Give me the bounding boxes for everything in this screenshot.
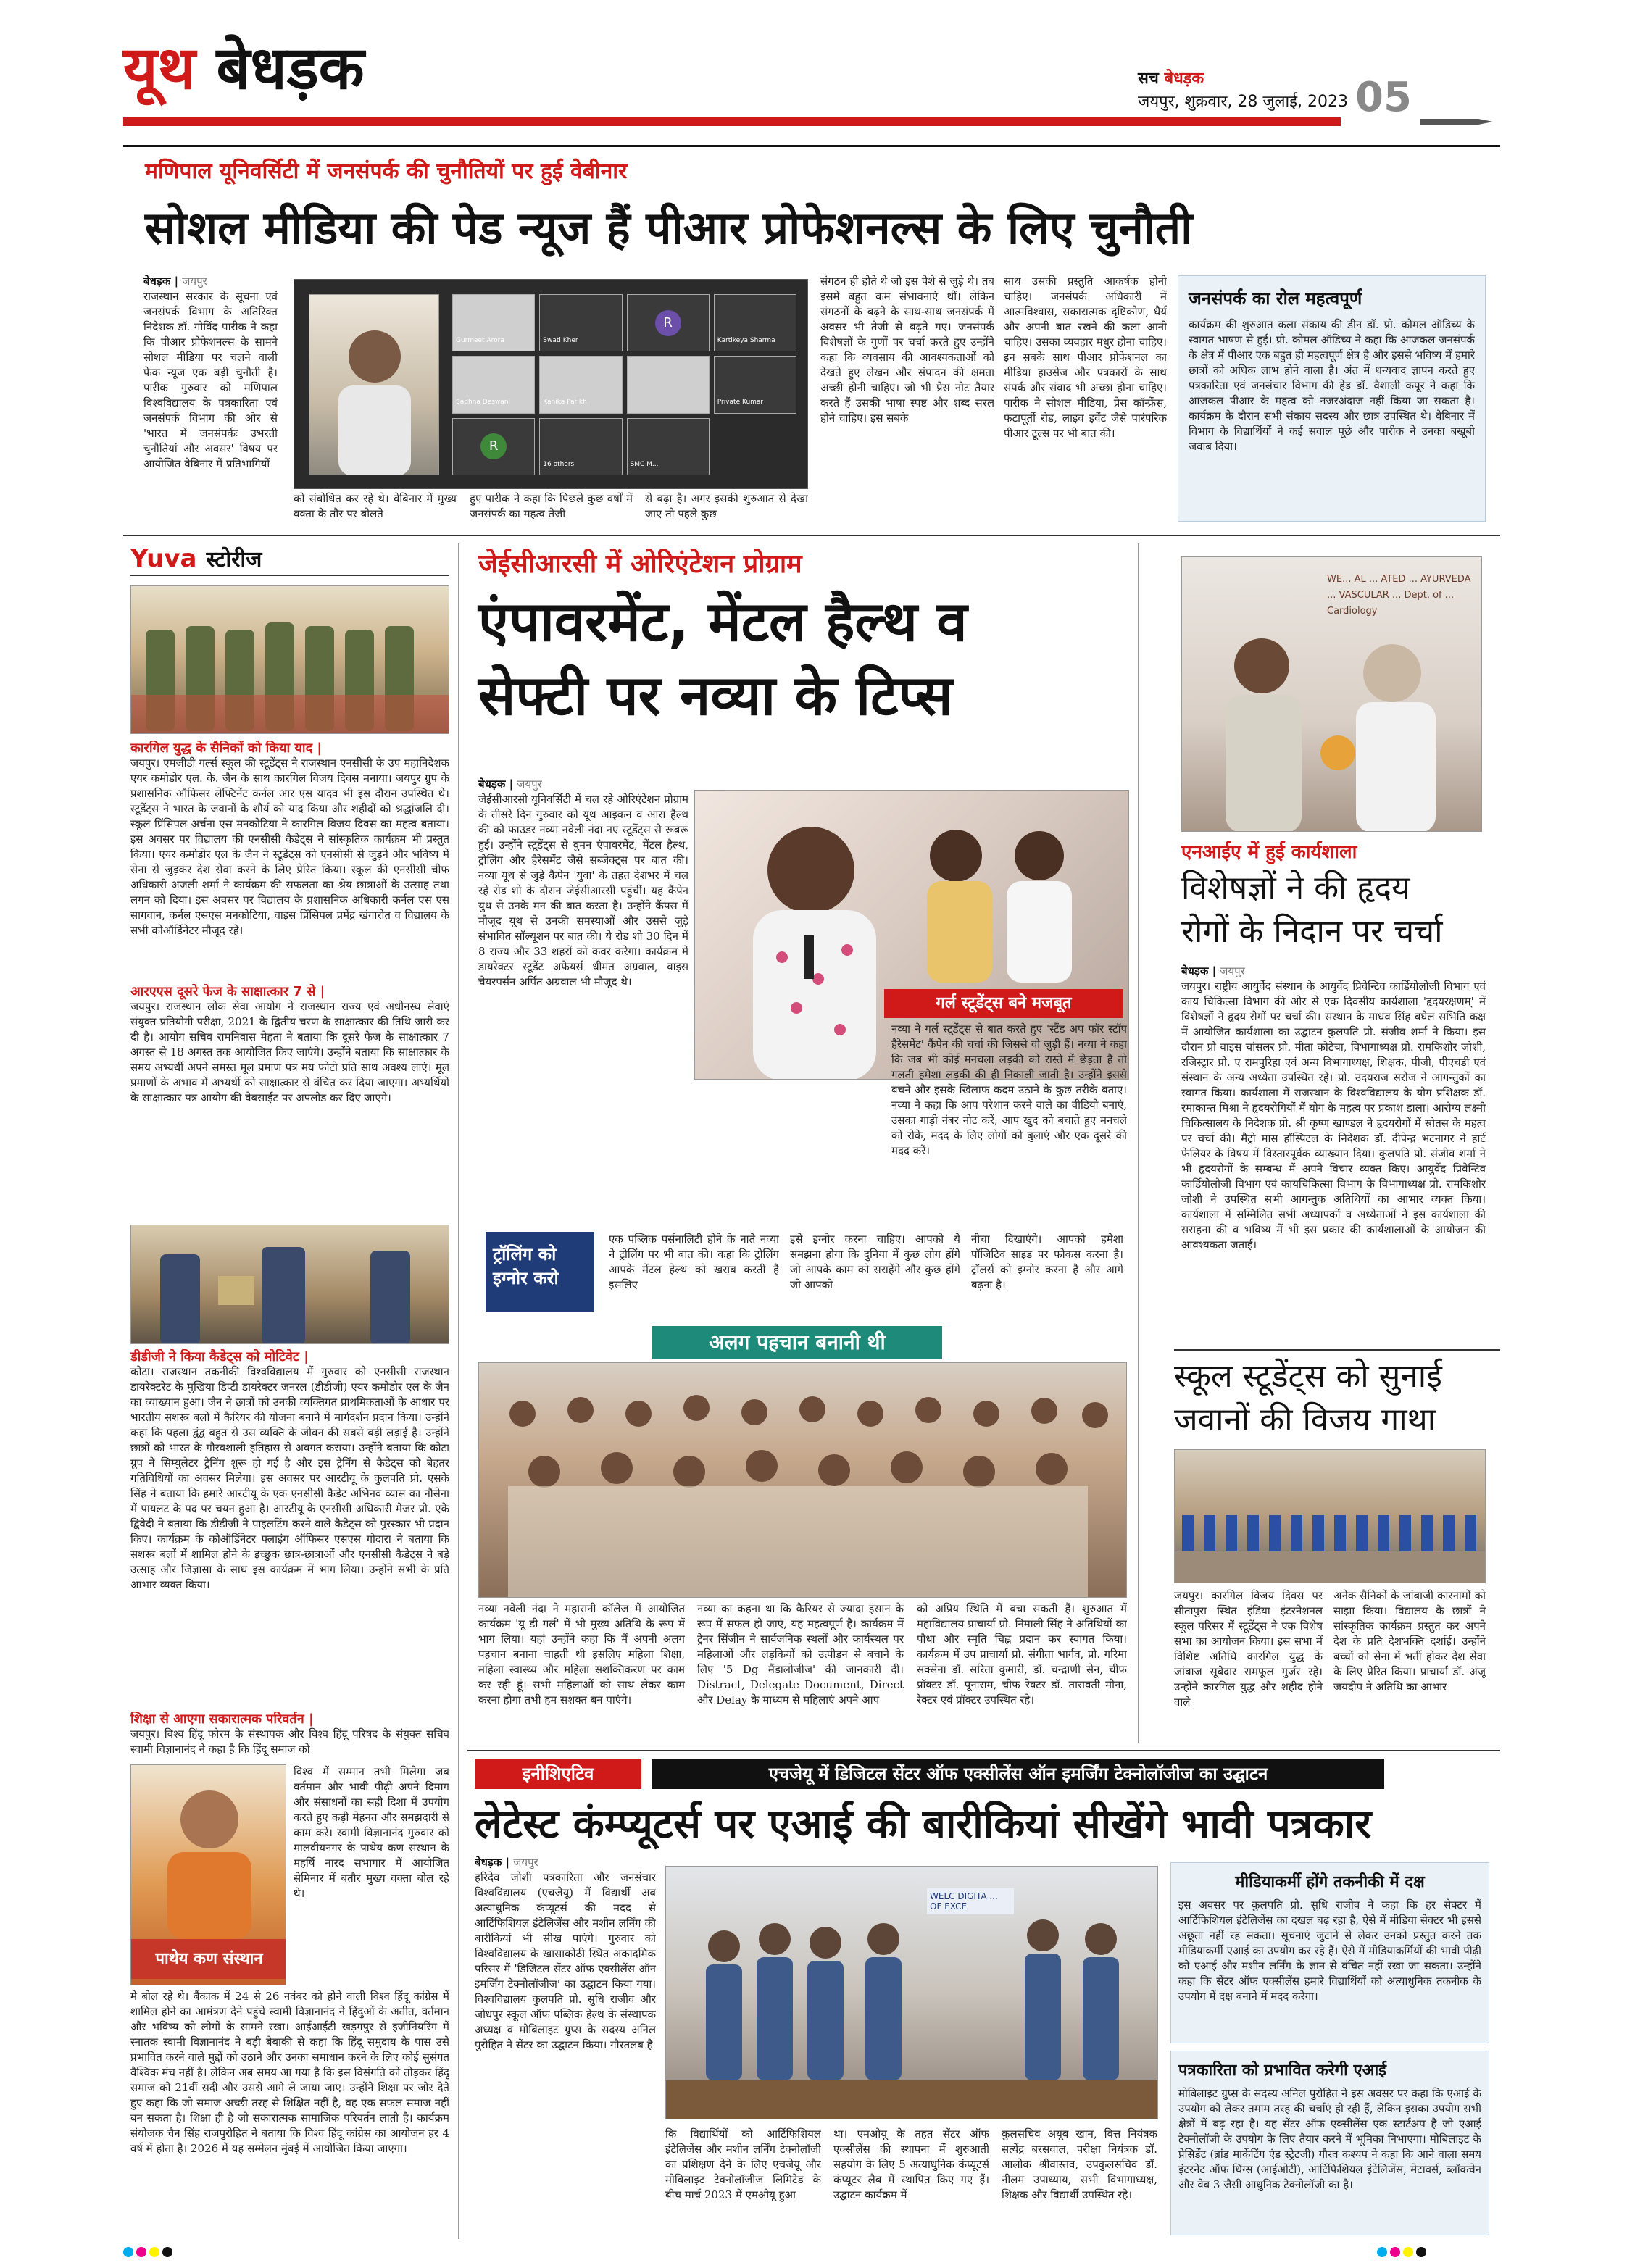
story5-col4: कुलसचिव अयूब खान, वित्त नियंत्रक सत्येंद्र बरसवाल, परीक्षा नियंत्रक डॉ. आलोक श्रीवास्तव, उपकुलसचिव डॉ. नीलम उपाध्याय, सभी विभागाध्यक्ष, शिक्षक और विद्यार्थी उपस्थित रहे। xyxy=(1002,2127,1157,2201)
webinar-tile-label: Kanika Parikh xyxy=(543,399,587,407)
page-number: 05 xyxy=(1355,74,1412,121)
story1-kicker: मणिपाल यूनिवर्सिटी में जनसंपर्क की चुनौतियों पर हुई वेबीनार xyxy=(145,159,628,184)
story4-photo-assembly xyxy=(1174,1449,1486,1583)
yuva-item4-side: विश्व में सम्मान तभी मिलेगा जब वर्तमान और भावी पीढ़ी अपने दिमाग और संसाधनों का सही दिशा में उपयोग करते हुए कड़ी मेहनत और समझदारी से काम करें। स्वामी विज्ञानानंद गुरुवार को मालवीयनगर के पाथेय कण संस्थान के महर्षि नारद सभागार में आयोजित सेमिनार में बतौर मुख्य वक्ता बोल रहे थे। xyxy=(294,1765,449,1900)
masthead-title-part2: बेधड़क xyxy=(216,34,365,103)
trolling-col1: एक पब्लिक पर्सनालिटी होने के नाते नव्या ने ट्रोलिंग पर भी बात की। कहा कि ट्रोलिंग आपके मेंटल हेल्थ को खराब करती है इसलिए xyxy=(609,1233,779,1291)
brand-prefix: सच xyxy=(1138,70,1159,88)
webinar-tile xyxy=(452,418,535,475)
story3-body-text: जयपुर। राष्ट्रीय आयुर्वेद संस्थान के आयुर्वेद प्रिवेन्टिव कार्डियोलोजी विभाग एवं काय चिकित्सा विभाग की ओर से एक दिवसीय कार्यशाला 'हृदयरक्षणम्' में विशेषज्ञों ने हृदय रोगों पर चर्चा की। संस्थान के माधव सिंह बघेल सभिति कक्ष में आयोजित कार्यशाला का उद्घाटन कुलपति प्रो. संजीव शर्मा ने किया। इस दौरान प्रो वाइस चांसलर प्रो. मीता कोटेचा, विभागाध्यक्ष प्रो. रामकिशोर जोशी, रजिस्ट्रार प्रो. ए रामपुरिहा एवं अन्य विभागाध्यक्ष, शिक्षक, पीजी, पीएचडी एवं संस्थान के अन्य अध्येता उपस्थित रहे। प्रो. उदयराज सरोज ने आगन्तुकों का स्वागत किया। कार्यशाला में राजस्थान के विश्वविद्यालय के योग प्रशिक्षक डॉ. रमाकान्त मिश्रा ने हृदयरोगियों में योग के महत्व पर प्रकाश डाला। आरोग्य लक्ष्मी चिकित्सालय के निदेशक प्रो. श्री कृष्ण खाण्डल ने हृदयरोगों में स्रोतस के महत्व पर चर्चा की। मैट्रो मास हॉस्पिटल के निदेशक डॉ. दीपेन्द्र भटनागर ने हार्ट फेलियर के विषय में विस्तारपूर्वक व्याख्यान दिया। कुलपति प्रो. संजीव शर्मा ने भी हृदयरोगों के सम्बन्ध में अपने विचार व्यक्त किए। आयुर्वेद प्रिवेन्टिव कार्डियोलोजी विभाग एवं कायचिकित्सा विभाग के विभागाध्यक्ष प्रो. रामकिशोर जोशी ने उपस्थित सभी आगन्तुक अतिथियों का आभार व्यक्त किया। कार्यशाला में सम्मिलित सभी अध्यापकों व अध्येताओं ने इस कार्यशाला की सराहना की व भविष्य में भी इस प्रकार की कार्यशालाओं के आयोजन की आवश्यकता जताई। xyxy=(1181,980,1486,1251)
vertical-divider-right xyxy=(1138,543,1139,1743)
story2-bottom-col1: नव्या नवेली नंदा ने महारानी कॉलेज में आयोजित कार्यक्रम 'यू डी गर्ल' में भी मुख्य अतिथि के रूप में भाग लिया। यहां उन्होंने कहा कि मैं अपनी अलग पहचान बनाना चाहती थी इसलिए महिला शिक्षा, महिला स्वास्थ्य और महिला सशक्तिकरण पर काम कर रही हूं। सभी महिलाओं को साथ लेकर काम करना होगा तभी हम सशक्त बन पाएंगे। xyxy=(478,1602,685,1706)
story5-box1 xyxy=(1170,1862,1489,2043)
masthead-rule xyxy=(123,117,1341,126)
webinar-tile xyxy=(452,356,535,413)
yuva-banner: पाथेय कण संस्थान xyxy=(131,1939,286,1979)
yuva-item1-text: जयपुर। एमजीडी गर्ल्स स्कूल की स्टूडेंट्स ने राजस्थान एनसीसी के उप महानिदेशक एयर कमोडोर एल. के. जैन के साथ कारगिल विजय दिवस मनाया। जयपुर ग्रुप के प्रशासनिक ऑफिसर लेफ्टिनेंट कर्नल आर एस यादव भी इस दौरान उपस्थित थे। स्टूडेंट्स ने भारत के जवानों के शौर्य को याद किया और शहीदों को श्रद्धांजलि दी। स्कूल प्रिंसिपल अर्चना एस मनकोटिया ने कारगिल विजय दिवस का महत्व बताया। इस अवसर पर विद्यालय की एनसीसी कैडेट्स ने सांस्कृतिक कार्यक्रम भी प्रस्तुत किया। एयर कमोडोर एल के जैन ने स्टूडेंट्स को एनसीसी से जुड़ने और भविष्य में सेना से जुड़कर देश सेवा करने के लिए प्रेरित किया। स्कूल की एनसीसी चीफ अधिकारी अंजली शर्मा ने कार्यक्रम की सफलता का श्रेय छात्राओं के उत्साह तथा लगन को दिया। इस अवसर पर विद्यालय के प्रशासनिक अधिकारी कर्नल एस एस सागवान, कर्नल एसएस मनकोटिया, वाइस प्रिंसिपल प्रमेंद्र खंगारोत व विद्यालय के सभी कोऑर्डिनेटर मौजूद रहे। xyxy=(130,756,449,937)
story2-kicker: जेईसीआरसी में ओरिएंटेशन प्रोग्राम xyxy=(478,549,802,579)
story2-byline: बेधड़क | जयपुर xyxy=(478,777,542,791)
divider-right xyxy=(1174,1349,1500,1351)
webinar-grid xyxy=(452,294,796,475)
webinar-tile-label: Private Kumar xyxy=(717,399,764,407)
yuva-photo-ddg xyxy=(130,1225,449,1344)
yuva-label: स्टोरीज xyxy=(206,547,262,572)
story4-headline-line1: स्कूल स्टूडेंट्स को सुनाई xyxy=(1174,1358,1442,1395)
story2-sub1-text: नव्या ने गर्ल स्टूडेंट्स से बात करते हुए 'स्टैंड अप फॉर स्टॉप हैरेसमेंट' कैंपेन की चर्चा की जिससे वो जुड़ी हैं। नव्या ने कहा कि जब भी कोई मनचला लड़की को रास्ते में छेड़ता है तो गलती हमेशा लड़की की ही निकाली जाती है। उन्होंने इससे बचने और इसके खिलाफ कदम उठाने के कुछ तरीके बताए। नव्या ने कहा कि आप परेशान करने वाले का वीडियो बनाएं, उसका गाड़ी नंबर नोट करें, आप खुद को बचाते हुए मनचले को रोकें, मदद के लिए लोगों को बुलाएं और एक दूसरे की मदद करें। xyxy=(891,1022,1127,1157)
story1-byline-place: जयपुर xyxy=(182,275,207,288)
story5-box2 xyxy=(1170,2051,1489,2235)
trolling-title: ट्रॉलिंग को इग्नोर करो xyxy=(486,1232,594,1312)
story1-col2: को संबोधित कर रहे थे। वेबिनार में मुख्य वक्ता के तौर पर बोलते xyxy=(294,492,457,520)
story3-byline-place: जयपुर xyxy=(1220,964,1245,977)
webinar-tile xyxy=(714,356,796,413)
divider xyxy=(123,535,1500,536)
yuva-item3-text: कोटा। राजस्थान तकनीकी विश्वविद्यालय में गुरुवार को एनसीसी राजस्थान डायरेक्टरेट के मुखिया डिप्टी डायरेक्टर जनरल (डीडीजी) एयर कमोडोर एल के जैन का व्याख्यान हुआ। जैन ने छात्रों को उनकी व्यक्तिगत प्राथमिकताओं के आधार पर भारतीय सशस्त्र बलों में कैरियर की योजना बनाने में मार्गदर्शन प्रदान किया। उन्होंने कहा कि पहला द्वंद्व बहुत से उस व्यक्ति के जीवन की सबसे बड़ी लड़ाई है। उन्होंने छात्रों को भारत के गौरवशाली इतिहास से अवगत कराया। उन्होंने बताया कि कोटा ग्रुप ने सिम्युलेटर ट्रेनिंग शुरू हो गई है और इस ट्रेनिंग से कैडेट्स को बेहतर गतिविधियों का अवसर मिलेगा। इस अवसर पर आरटीयू के कुलपति प्रो. एसके सिंह ने बताया कि हमारे आरटीयू के एक एनसीसी कैडेट अभिनव व्यास का नौसेना में पायलट के पद पर चयन हुआ है। आरटीयू के एनसीसी अधिकारी मेजर प्रो. एके द्विवेदी ने बताया कि डीडीजी ने पाइलटिंग करने वाले कैडेट्स को पुरस्कार भी प्रदान किए। कार्यक्रम के कोऑर्डिनेटर फ्लाइंग ऑफिसर एसएस गोदारा ने बताया कि सशस्त्र बलों में शामिल होने के इच्छुक छात्र-छात्राओं और एनसीसी कैडेट्स ने बड़े उत्साह और जिज्ञासा के साथ इस कार्यक्रम में भाग लिया। उन्होंने सभी के प्रति आभार व्यक्त किया। xyxy=(130,1365,449,1591)
magenta-dot xyxy=(136,2247,146,2257)
story1-col3: हुए पारीक ने कहा कि पिछले कुछ वर्षों में जनसंपर्क का महत्व तेजी xyxy=(470,492,633,520)
yuva-item1-title: कारगिल युद्ध के सैनिकों को किया याद | xyxy=(130,741,322,756)
story4-headline-line2: जवानों की विजय गाथा xyxy=(1174,1401,1436,1438)
webinar-tile xyxy=(627,294,710,351)
story1-byline: बेधड़क | जयपुर xyxy=(143,275,207,288)
story1-headline: सोशल मीडिया की पेड न्यूज हैं पीआर प्रोफेशनल्स के लिए चुनौती xyxy=(145,201,1193,254)
vertical-divider-left xyxy=(458,543,459,2239)
yuva-item4-bottom: मे बोल रहे थे। बैंकाक में 24 से 26 नवंबर को होने वाली विश्व हिंदू कांग्रेस में शामिल होने का आमंत्रण देने पहुंचे स्वामी विज्ञानानंद ने हिंदुओं के अतीत, वर्तमान और भविष्य को लोगों के सामने रखा। आईआईटी खड़गपुर से इंजीनियरिंग में स्नातक स्वामी विज्ञानानंद ने बड़ी बेबाकी से कहा कि हिंदू समुदाय के पास उसे प्रभावित करने वाले मुद्दों को उठाने और उनका समाधान करने के लिए कोई सुसंगत वैश्विक मंच नहीं है। लेकिन अब समय आ गया है कि इस विसंगति को तोड़कर हिंदू समाज को 21वीं सदी और उससे आगे ले जाया जाए। उन्होंने शिक्षा पर जोर देते हुए कहा कि जो समाज अच्छी तरह से शिक्षित नहीं है, वह एक सफल समाज नहीं बन सकता है। शिक्षा ही है जो सकारात्मक सामाजिक परिवर्तन लाती है। कार्यक्रम संयोजक चैन सिंह राजपुरोहित ने बताया कि विश्व हिंदू कांग्रेस का आयोजन हर 4 वर्ष में होता है। 2026 में यह सम्मेलन मुंबई में आयोजित किया जाएगा। xyxy=(130,1990,449,2155)
registration-dots-left xyxy=(123,2246,175,2260)
story4-col1: जयपुर। कारगिल विजय दिवस पर सीतापुरा स्थित इंडिया इंटरनेशनल स्कूल परिसर में स्टूडेंट्स ने एक विशेष सभा का आयोजन किया। इस सभा में विशिष्ट अतिथि कारगिल युद्ध के जांबाज सूबेदार रामफूल गुर्जर रहे। उन्होंने कारगिल युद्ध और शहीद होने वाले xyxy=(1174,1589,1323,1709)
cyan-dot xyxy=(123,2247,133,2257)
webinar-tile-label: SMC M... xyxy=(630,460,659,468)
story5-byline: बेधड़क | जयपुर xyxy=(475,1856,538,1869)
webinar-tile xyxy=(539,294,622,351)
yuva-item4-title: शिक्षा से आएगा सकारात्मक परिवर्तन | xyxy=(130,1712,314,1727)
black-dot xyxy=(162,2247,172,2257)
story3-byline-name: बेधड़क xyxy=(1181,964,1209,977)
story1-sidebox xyxy=(1178,275,1486,522)
trolling-col2: इसे इग्नोर करना चाहिए। आपको ये समझना होगा कि दुनिया में कुछ लोग होंगे जो आपके काम को सराहेंगे और कुछ होंगे जो आपको xyxy=(790,1233,960,1291)
story3-kicker: एनआईए में हुई कार्यशाला xyxy=(1181,841,1357,863)
webinar-tile xyxy=(452,294,535,351)
story1-byline-name: बेधड़क xyxy=(143,275,171,288)
story5-tag: इनीशिएटिव xyxy=(475,1759,641,1789)
story5-col2: कि विद्यार्थियों को आर्टिफिशियल इंटेलिजेंस और मशीन लर्निंग टेक्नोलॉजी का प्रशिक्षण देने के लिए एचजेयू और मोबिलाइट टेक्नोलॉजीज लिमिटेड के बीच मार्च 2023 में एमओयू हुआ xyxy=(665,2127,821,2201)
story5-box2-text: मोबिलाइट ग्रुप्स के सदस्य अनिल पुरोहित ने इस अवसर पर कहा कि एआई के उपयोग को लेकर तमाम तरह की चर्चाएं हो रही हैं, लेकिन इसका उपयोग सभी क्षेत्रों में बढ़ रहा है। यह सेंटर ऑफ एक्सीलेंस एक स्टार्टअप है जो एआई टेक्नोलॉजी के उपयोग के लिए तैयार करने में भूमिका निभाएगा। मोबिलाइट के प्रेसिडेंट (ब्रांड मार्केटिंग एंड स्ट्रेटजी) गौरव कश्यप ने कहा कि आने वाला समय इंटरनेट ऑफ थिंग्स (आईओटी), आर्टिफिशियल इंटेलिजेंस, मेटावर्स, ब्लॉकचेन और वेब 3 जैसी आधुनिक टेक्नोलॉजी का है। xyxy=(1178,2087,1481,2191)
trolling-col3: नीचा दिखाएंगे। आपको हमेशा पॉजिटिव साइड पर फोकस करना है। ट्रॉलर्स को इग्नोर करना है और आगे बढ़ना है। xyxy=(971,1233,1123,1291)
cyan-dot xyxy=(1377,2247,1387,2257)
story2-byline-place: जयपुर xyxy=(517,777,542,791)
webinar-tile xyxy=(714,294,796,351)
story5-col3: था। एमओयू के तहत सेंटर ऑफ एक्सीलेंस की स्थापना में शुरुआती सहयोग के लिए 5 अत्याधुनिक कंप्यूटर्स कंप्यूटर लैब में स्थापित किए गए हैं। उद्घाटन कार्यक्रम में xyxy=(833,2127,989,2201)
webinar-tile-label: Kartikeya Sharma xyxy=(717,337,775,344)
story2-bottom-col2: नव्या का कहना था कि कैरियर से ज्यादा इंसान के रूप में सफल हो जाएं, यह महत्वपूर्ण है। कार्यक्रम में ट्रेनर सिंजीन ने सार्वजनिक स्थलों और कार्यस्थल पर महिलाओं और लड़कियों को उत्पीड़न से बचाने के लिए '5 Dg मैंडालोजीज' की जानकारी दी। Distract, Delegate Document, Direct और Delay के माध्यम से महिलाएं अपने आप xyxy=(697,1602,904,1706)
story2-photo-college xyxy=(478,1362,1127,1598)
yuva-brand: Yuva xyxy=(130,544,197,573)
yuva-item3-title: डीडीजी ने किया कैडेट्स को मोटिवेट | xyxy=(130,1349,309,1364)
story5-box1-title: मीडियाकर्मी होंगे तकनीकी में दक्ष xyxy=(1235,1873,1425,1891)
story3-photo-sign: WE... AL ... ATED ... AYURVEDA ... VASCULAR ... Dept. of ... Cardiology xyxy=(1327,574,1471,617)
story1-col1-text: राजस्थान सरकार के सूचना एवं जनसंपर्क विभाग के अतिरिक्त निदेशक डॉ. गोविंद पारीक ने कहा कि पीआर प्रोफेशनल्स के सामने सोशल मीडिया पर चलने वाली फेक न्यूज एक बड़ी चुनौती है। पारीक गुरुवार को मणिपाल विश्वविद्यालय के पत्रकारिता एवं जनसंपर्क विभाग की ओर से 'भारत में जनसंपर्कः उभरती चुनौतियां और अवसर' विषय पर आयोजित वेबिनार में प्रतिभागियों xyxy=(143,290,278,470)
story5-col1-top xyxy=(475,1855,656,2235)
story5-box1-text: इस अवसर पर कुलपति प्रो. सुधि राजीव ने कहा कि हर सेक्टर में आर्टिफिशियल इंटेलिजेंस का दखल बढ़ रहा है, ऐसे में मीडिया सेक्टर भी इससे अछूता नहीं रह सकता। सूचनाएं जुटाने से लेकर उनको प्रस्तुत करने तक मीडियाकर्मी एआई का उपयोग कर रहे हैं। ऐसे में मीडियाकर्मियों की भावी पीढ़ी को एआई और मशीन लर्निंग के ज्ञान से वंचित नहीं रखा जा सकता। उन्होंने कहा कि सेंटर ऑफ एक्सीलेंस हमारे विद्यार्थियों को अत्याधुनिक तकनीक के उपयोग में दक्ष बनाने में मदद करेगा। xyxy=(1178,1898,1481,2003)
story2-bottom-col3: को अप्रिय स्थिति में बचा सकती हैं। शुरुआत में महाविद्यालय प्राचार्या प्रो. निमाली सिंह ने अतिथियों का पौधा और स्मृति चिह्न प्रदान कर स्वागत किया। कार्यक्रम में उप प्राचार्या प्रो. संगीता भार्गव, प्रो. गरिमा सक्सेना डॉ. सरिता कुमारी, डॉ. चन्द्राणी सेन, चीफ प्रॉक्टर डॉ. पूनाराम, चीफ रेक्टर डॉ. तारावती मीना, रेक्टर एवं प्रॉक्टर उपस्थित रहे। xyxy=(917,1602,1127,1706)
story5-byline-place: जयपुर xyxy=(513,1856,538,1869)
story5-byline-name: बेधड़क xyxy=(475,1856,502,1869)
divider-bottom xyxy=(467,1750,1500,1751)
story2-body-text: जेईसीआरसी यूनिवर्सिटी में चल रहे ओरिएंटेशन प्रोग्राम के तीसरे दिन गुरुवार को यूथ आइकन व आरा हैल्थ की को फाउंडर नव्या नवेली नंदा नए स्टूडेंट्स से रूबरू हुईं। उन्होंने स्टूडेंट्स से वुमन एंपावरमेंट, मेंटल हैल्थ, ट्रोलिंग और हैरेसमेंट जैसे सब्जेक्ट्स पर बात की। नव्या यूथ से जुड़े कैंपेन 'युवा' के तहत देशभर में चल रहे रोड शो के दौरान जेईसीआरसी पहुंचीं। यह कैंपेन युथ से उनके मन की बात करता है। उन्होंने कैंपस में मौजूद यूथ से उनकी समस्याओं और उससे जुड़े संभावित सॉल्यूशन पर बात की। ये रोड शो 30 दिन में 8 राज्य और 33 शहरों को कवर करेगा। कार्यक्रम में डायरेक्टर स्टूडेंट अफेयर्स धीमंत अग्रवाल, वाइस चेयरपर्सन अर्पित अग्रवाल भी मौजूद थे। xyxy=(478,793,688,988)
trolling-box xyxy=(478,1225,1127,1319)
story1-col4: से बढ़ा है। अगर इसकी शुरुआत से देखा जाए तो पहले कुछ xyxy=(645,492,808,520)
yuva-header xyxy=(130,543,449,576)
webinar-tile-label: Gurmeet Arora xyxy=(456,337,504,344)
yellow-dot xyxy=(1403,2247,1413,2257)
yuva-item3 xyxy=(130,1349,449,1704)
story3-headline-line1: विशेषज्ञों ने की हृदय xyxy=(1181,870,1410,906)
webinar-tile-label: Sadhna Deswani xyxy=(456,399,510,407)
webinar-tile xyxy=(539,356,622,413)
yuva-photo-ncc-girls xyxy=(130,585,449,734)
yuva-item4-text-top: जयपुर। विश्व हिंदू फोरम के संस्थापक और विश्व हिंदू परिषद के संयुक्त सचिव स्वामी विज्ञानानंद ने कहा है कि हिंदू समाज को xyxy=(130,1727,449,1756)
story1-col6: साथ उसकी प्रस्तुति आकर्षक होनी चाहिए। जनसंपर्क अधिकारी में आत्मविश्वास, सकारात्मक दृष्टिकोण, धैर्य और अपनी बात रखने की कला आनी चाहिए। उसका व्यवहार मधुर होना चाहिए। इन सबके साथ पीआर प्रोफेशनल का मीडिया हाउसेज और पत्रकारों के साथ संपर्क और संवाद भी अच्छा होना चाहिए। पारीक ने सोशल मीडिया, प्रेस कॉन्फ्रेंस, फटापूर्ती रोड, लाइव इवेंट जैसे पारंपरिक पीआर टूल्स पर भी बात की। xyxy=(1004,275,1167,440)
yuva-item2-title: आरएएस दूसरे फेज के साक्षात्कार 7 से | xyxy=(130,984,325,999)
registration-dots-right xyxy=(1377,2246,1429,2260)
yellow-dot xyxy=(149,2247,159,2257)
story2-headline-line1: एंपावरमेंट, मेंटल हैल्थ व xyxy=(478,589,968,654)
brand-name: बेधड़क xyxy=(1164,70,1204,88)
webinar-tile xyxy=(539,418,622,475)
story1-col5: संगठन ही होते थे जो इस पेशे से जुड़े थे। तब इसमें बहुत कम संभावनाएं थीं। लेकिन संगठनों के बढ़ने के साथ-साथ जनसंपर्क में अवसर भी तेजी से बढ़ते गए। जनसंपर्क विशेषज्ञों के गुणों पर चर्चा करते हुए उन्होंने कहा कि व्यवसाय की आवश्यकताओं को देखते हुए लेखन और संपादन की क्षमता अच्छी होनी चाहिए। जो भी प्रेस नोट तैयार करते हैं उसकी भाषा स्पष्ट और शब्द सरल होने चाहिए। इस सबके xyxy=(820,275,994,425)
story5-photo-sign: WELC DIGITA ... OF EXCE xyxy=(927,1888,1014,1914)
webinar-tile xyxy=(627,356,710,413)
webinar-tile-label: 16 others xyxy=(543,460,575,468)
yuva-item2-text: जयपुर। राजस्थान लोक सेवा आयोग ने राजस्थान राज्य एवं अधीनस्थ सेवाएं संयुक्त प्रतियोगी परीक्षा, 2021 के द्वितीय चरण के साक्षात्कार की तिथि जारी कर दी है। आयोग सचिव रामनिवास मेहता ने बताया कि दूसरे फेज के साक्षात्कार 7 अगस्त से 18 अगस्त तक आयोजित किए जाएंगे। उन्होंने बताया कि साक्षात्कार के समय अभ्यर्थी अपने समस्त मूल प्रमाण पत्र मय फोटो प्रति साथ अवश्य लाएं। मूल प्रमाणों के अभाव में अभ्यर्थी को साक्षात्कार से वंचित कर दिया जाएगा। अभ्यर्थियों के साक्षात्कार पत्र आयोग की वेबसाईट पर अपलोड कर दिए जाएंगे। xyxy=(130,1000,449,1104)
story3-body xyxy=(1181,964,1486,1348)
dateline: जयपुर, शुक्रवार, 28 जुलाई, 2023 xyxy=(1138,93,1349,111)
webinar-speaker-tile xyxy=(309,294,439,475)
webinar-screenshot xyxy=(294,279,808,489)
webinar-tile xyxy=(627,418,710,475)
masthead-pen-icon xyxy=(1420,114,1493,129)
masthead xyxy=(123,29,1500,138)
story3-byline: बेधड़क | जयपुर xyxy=(1181,964,1245,977)
webinar-tile-avatar: R xyxy=(480,433,507,459)
story1-sidebox-title: जनसंपर्क का रोल महत्वपूर्ण xyxy=(1189,288,1362,309)
story2-body xyxy=(478,777,688,1117)
story5-col1-text: हरिदेव जोशी पत्रकारिता और जनसंचार विश्वविद्यालय (एचजेयू) में विद्यार्थी अब अत्याधुनिक कंप्यूटर्स की मदद से आर्टिफिशियल इंटेलिजेंस और मशीन लर्निंग की बारीकियां भी सीख पाएंगे। गुरुवार को विश्वविद्यालय के खासाकोठी स्थित अकादमिक परिसर में 'डिजिटल सेंटर ऑफ एक्सीलेंस ऑन इमर्जिंग टेक्नोलॉजीज' का उद्घाटन किया गया। विश्वविद्यालय कुलपति प्रो. सुधि राजीव और जोधपुर स्कूल ऑफ पब्लिक हेल्थ के संस्थापक अध्यक्ष व मोबिलाइट ग्रुप्स के सदस्य अनिल पुरोहित ने सेंटर का उद्घाटन किया। गौरतलब है xyxy=(475,1871,656,2051)
story2-byline-name: बेधड़क xyxy=(478,777,506,791)
story5-headline: लेटेस्ट कंम्प्यूटर्स पर एआई की बारीकियां सीखेंगे भावी पत्रकार xyxy=(475,1801,1372,1848)
masthead-brand xyxy=(1138,67,1204,88)
webinar-tile-label: Swati Kher xyxy=(543,337,578,344)
black-dot xyxy=(1416,2247,1426,2257)
yuva-photo-swami xyxy=(130,1764,286,1985)
yuva-item1 xyxy=(130,741,449,976)
story5-photo-hju xyxy=(665,1866,1158,2119)
story4-col2: अनेक सैनिकों के जांबाजी कारनामों को साझा किया। विद्यालय के छात्रों ने सांस्कृतिक कार्यक्रम प्रस्तुत कर अपने देश के प्रति देशभक्ति दर्शाई। उन्होंने बच्चों को सेना में भर्ती होकर देश सेवा के लिए प्रेरित किया। प्राचार्या डॉ. अंजू जयदीप ने अतिथि का आभार xyxy=(1333,1589,1486,1693)
story5-kicker: एचजेयू में डिजिटल सेंटर ऑफ एक्सीलेंस ऑन इमर्जिंग टेक्नोलॉजीज का उद्घाटन xyxy=(652,1759,1384,1789)
masthead-title xyxy=(123,29,365,109)
yuva-item4-top xyxy=(130,1712,449,1762)
yuva-item2 xyxy=(130,984,449,1216)
masthead-title-part1: यूथ xyxy=(123,34,196,103)
story1-sidebox-text: कार्यक्रम की शुरुआत कला संकाय की डीन डॉ. प्रो. कोमल ऑडिच्य के स्वागत भाषण से हुई। प्रो. कोमल ऑडिच्य ने कहा कि आजकल जनसंपर्क के क्षेत्र में पीआर एक बहुत ही महत्वपूर्ण क्षेत्र है और इससे भविष्य में हमारे छात्रों को अधिक लाभ होने वाला है। अंत में धन्यवाद ज्ञापन करते हुए पत्रकारिता एवं जनसंचार विभाग की हेड डॉ. वैशाली कपूर ने कहा कि आजकल पीआर के महत्व को नजरअंदाज नहीं किया जा सकता है। कार्यक्रम के दौरान सभी संकाय सदस्य और छात्र उपस्थित थे। वेबिनार में विभाग के विद्यार्थियों ने कई सवाल पूछे और पारीक ने उनका बखूबी जवाब दिया। xyxy=(1189,318,1475,453)
story3-headline-line2: रोगों के निदान पर चर्चा xyxy=(1181,913,1443,950)
magenta-dot xyxy=(1390,2247,1400,2257)
story1-top-rule xyxy=(123,145,1500,147)
story2-headline-line2: सेफ्टी पर नव्या के टिप्स xyxy=(478,663,953,727)
story2-sub2-label: अलग पहचान बनानी थी xyxy=(652,1326,942,1359)
story2-sub1-label: गर्ल स्टूडेंट्स बने मजबूत xyxy=(884,989,1123,1018)
story5-box2-title: पत्रकारिता को प्रभावित करेगी एआई xyxy=(1178,2061,1386,2080)
story1-col1 xyxy=(143,274,278,517)
webinar-tile-avatar: R xyxy=(655,310,681,336)
story3-photo-nia xyxy=(1181,556,1482,832)
